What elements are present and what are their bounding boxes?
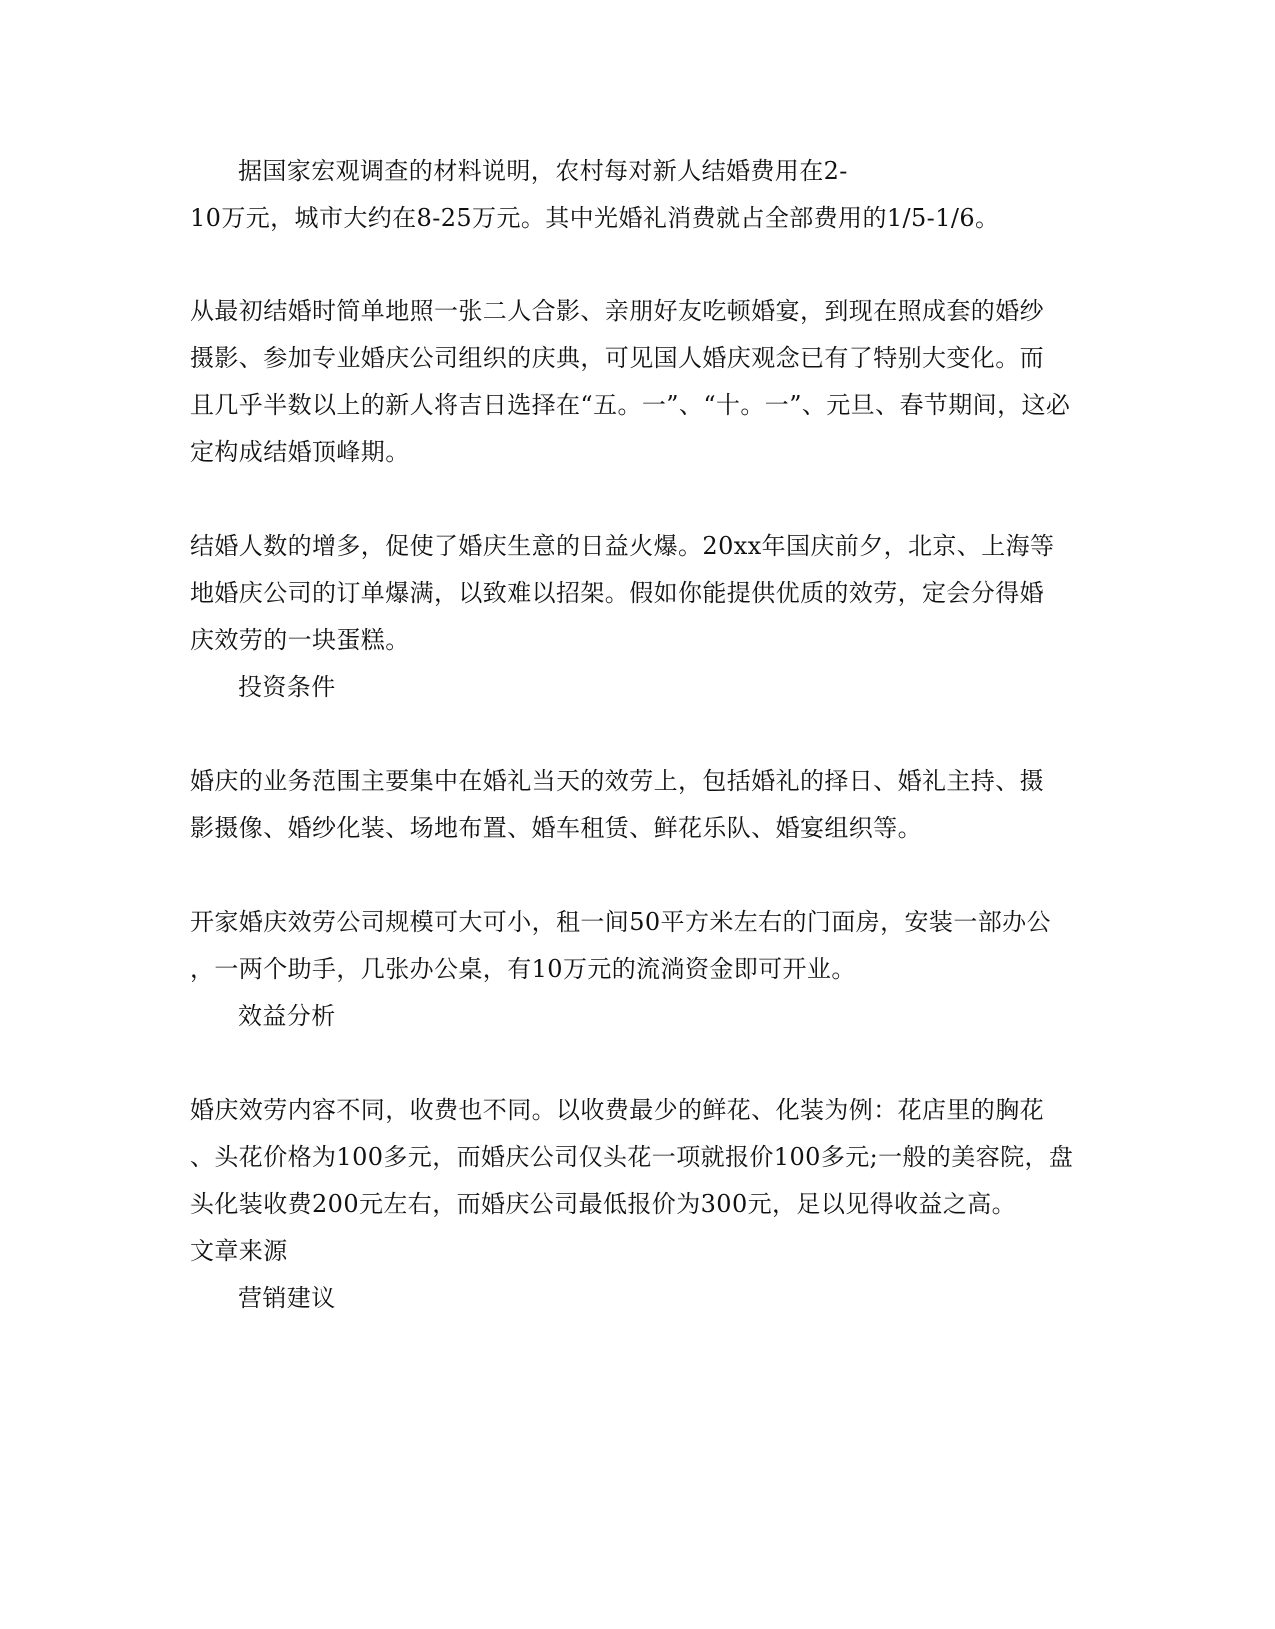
paragraph-line: 婚庆效劳内容不同，收费也不同。以收费最少的鲜花、化装为例：花店里的胸花: [190, 1096, 1044, 1124]
paragraph-line: ，一两个助手，几张办公桌，有10万元的流淌资金即可开业。: [190, 955, 856, 983]
paragraph-line: 结婚人数的增多，促使了婚庆生意的日益火爆。20xx年国庆前夕，北京、上海等: [190, 532, 1055, 560]
paragraph-line: 影摄像、婚纱化装、场地布置、婚车租赁、鲜花乐队、婚宴组织等。: [190, 814, 922, 842]
paragraph-line: 摄影、参加专业婚庆公司组织的庆典，可见国人婚庆观念已有了特别大变化。而: [190, 344, 1044, 372]
section-heading: 营销建议: [238, 1284, 336, 1312]
paragraph-line: 且几乎半数以上的新人将吉日选择在“五。一”、“十。一”、元旦、春节期间，这必: [190, 391, 1071, 419]
paragraph-line: 据国家宏观调查的材料说明，农村每对新人结婚费用在2-: [238, 157, 848, 185]
paragraph-line: 、头花价格为100多元，而婚庆公司仅头花一项就报价100多元;一般的美容院，盘: [190, 1143, 1074, 1171]
paragraph-line: 定构成结婚顶峰期。: [190, 438, 410, 466]
source-label: 文章来源: [190, 1237, 288, 1265]
paragraph-line: 庆效劳的一块蛋糕。: [190, 626, 410, 654]
paragraph-line: 地婚庆公司的订单爆满，以致难以招架。假如你能提供优质的效劳，定会分得婚: [190, 579, 1044, 607]
paragraph-line: 头化装收费200元左右，而婚庆公司最低报价为300元，足以见得收益之高。: [190, 1190, 1017, 1218]
section-heading: 投资条件: [238, 673, 336, 701]
paragraph-line: 10万元，城市大约在8-25万元。其中光婚礼消费就占全部费用的1/5-1/6。: [190, 204, 1000, 232]
paragraph-line: 婚庆的业务范围主要集中在婚礼当天的效劳上，包括婚礼的择日、婚礼主持、摄: [190, 767, 1044, 795]
paragraph-line: 开家婚庆效劳公司规模可大可小，租一间50平方米左右的门面房，安装一部办公: [190, 908, 1051, 936]
section-heading: 效益分析: [238, 1002, 336, 1030]
paragraph-line: 从最初结婚时简单地照一张二人合影、亲朋好友吃顿婚宴，到现在照成套的婚纱: [190, 297, 1044, 325]
